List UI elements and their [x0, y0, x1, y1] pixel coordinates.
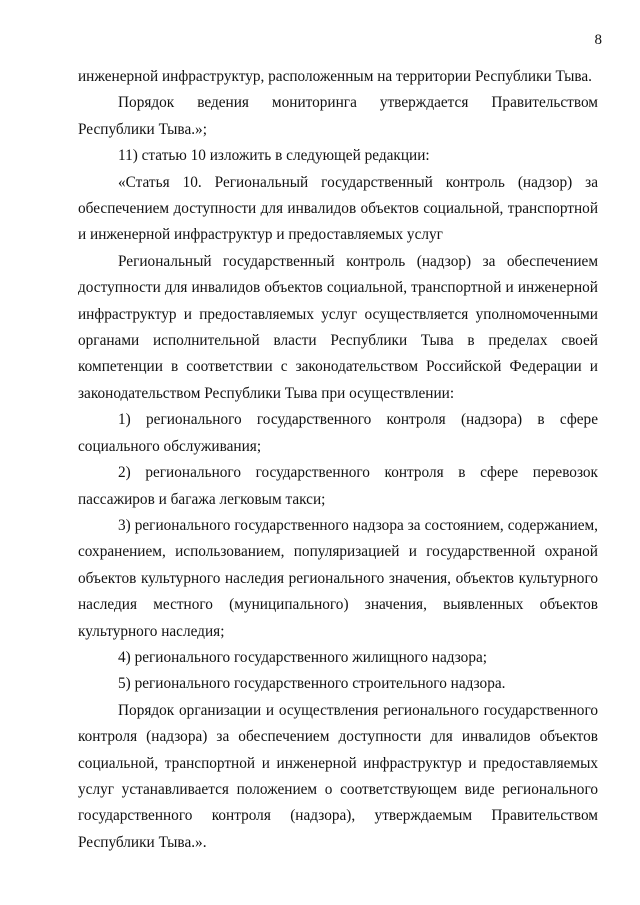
paragraph-monitoring-order: Порядок ведения мониторинга утверждается Правительством Республики Тыва.»;: [78, 94, 598, 138]
document-body: [78, 64, 598, 856]
list-item-1: 1) регионального государственного контроля (надзора) в сфере социального обслуживания;: [78, 411, 598, 455]
list-item-2: 2) регионального государственного контроля в сфере перевозок пассажиров и багажа легковым такси;: [78, 464, 598, 508]
paragraph-article-10-title: «Статья 10. Региональный государственный контроль (надзор) за обеспечением доступности для инвалидов объектов социальной, транспортной и инженерной инфраструктур и предоставляемых услуг: [78, 173, 598, 244]
paragraph-procedure: Порядок организации и осуществления регионального государственного контроля (надзора) за обеспечением доступности для инвалидов объектов социальной, транспортной и инженерной инфраструктур и предоставляемых услуг устанавливается положением о соответствующем виде регионального государственного контроля (надзора), утверждаемым Правительством Республики Тыва.».: [78, 701, 598, 851]
list-item-5: 5) регионального государственного строительного надзора.: [118, 675, 506, 693]
paragraph-article-10-body: Региональный государственный контроль (надзор) за обеспечением доступности для инвалидов объектов социальной, транспортной и инженерной инфраструктур и предоставляемых услуг осуществляется уполномоченными органами исполнительной власти Республики Тыва в пределах своей компетенции в соответствии с законодательством Российской Федерации и законодательством Республики Тыва при осуществлении:: [78, 252, 598, 402]
paragraph-item-11: 11) статью 10 изложить в следующей редакции:: [118, 147, 430, 165]
list-item-4: 4) регионального государственного жилищного надзора;: [118, 648, 488, 666]
page-number: 8: [594, 32, 602, 48]
list-item-3: 3) регионального государственного надзора за состоянием, содержанием, сохранением, использованием, популяризацией и государственной охраной объектов культурного наследия регионального значения, объектов культурного наследия местного (муниципального) значения, выявленных объектов культурного наследия;: [78, 516, 598, 640]
paragraph-continuation: инженерной инфраструктур, расположенным на территории Республики Тыва.: [78, 68, 592, 85]
